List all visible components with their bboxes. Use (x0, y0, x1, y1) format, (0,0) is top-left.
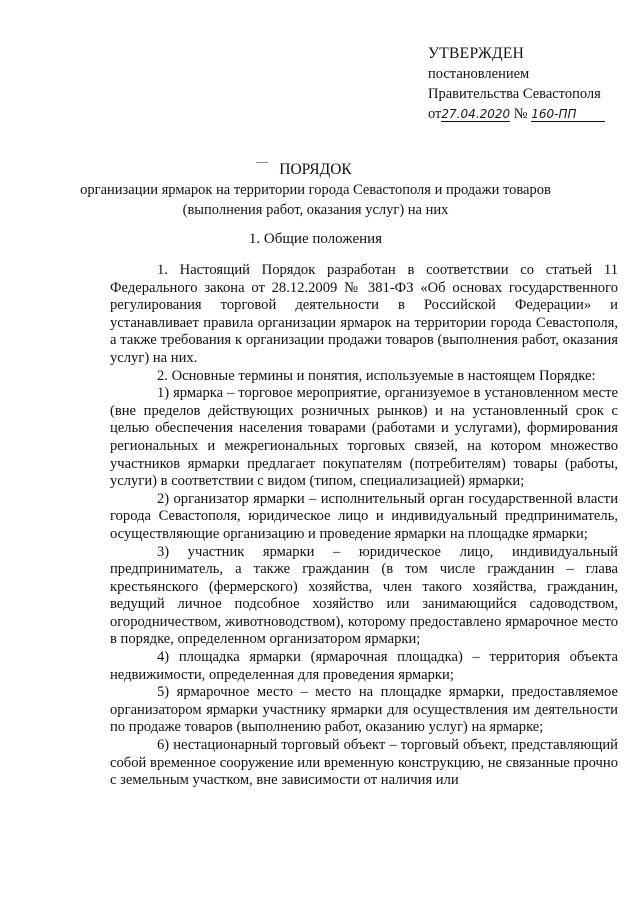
approval-stamp-block (428, 44, 618, 124)
document-title (0, 160, 631, 220)
section-heading: 1. Общие положения (248, 231, 383, 247)
paragraph-2: 2. Основные термины и понятия, используемые в настоящем Порядке: (157, 367, 596, 384)
paragraph-term-5: 5) ярмарочное место – место на площадке ярмарки, предоставляемое организатором ярмарки участнику ярмарки для осуществления им деятельности по продаже товаров (выполнению работ, оказанию услуг) на ярмарке; (110, 684, 618, 736)
approval-date-line (428, 104, 618, 124)
paragraph-term-1: 1) ярмарка – торговое мероприятие, организуемое в установленном месте (вне пределов действующих розничных рынков) и на установленный срок с целью обеспечения населения товарами (работами и услугами), формирования региональных и межрегиональных торговых связей, на котором множество участников ярмарки предлагает покупателям (потребителям) товары (работы, услуги) в соответствии с видом (типом, специализацией) ярмарки; (110, 385, 618, 490)
title-line-2: (выполнения работ, оказания услуг) на них (182, 202, 449, 218)
handwritten-date: 27.04.2020 (441, 107, 511, 121)
date-prefix: от (428, 106, 442, 122)
handwritten-number: 160-ПП (531, 107, 604, 122)
paragraph-term-3: 3) участник ярмарки – юридическое лицо, индивидуальный предприниматель, а также гражданин (в том числе гражданин – глава крестьянского (фермерского) хозяйства, член такого хозяйства, гражданин, ведущий личное подсобное хозяйство или занимающийся садоводством, огородничеством, животноводством), которому предоставлено ярмарочное место в порядке, определенном организатором ярмарки; (110, 543, 618, 648)
title-main: ПОРЯДОК (279, 161, 352, 178)
paragraph-term-2: 2) организатор ярмарки – исполнительный орган государственной власти города Севастополя, юридическое лицо и индивидуальный предприниматель, осуществляющие организацию и проведение ярмарки на площадке ярмарки; (110, 490, 618, 542)
paragraph-term-6: 6) нестационарный торговый объект – торговый объект, представляющий собой временное сооружение или временную конструкцию, не связанные прочно с земельным участком, вне зависимости от наличия или (110, 737, 618, 789)
approval-line-1: постановлением (428, 66, 530, 82)
approval-heading: УТВЕРЖДЕН (428, 45, 525, 62)
paragraph-1: 1. Настоящий Порядок разработан в соответствии со статьей 11 Федерального закона от 28.12.2009 № 381-ФЗ «Об основах государственного регулирования торговой деятельности в Российской Федерации» и устанавливает правила организации ярмарок на территории города Севастополя, а также требования к организации продажи товаров (выполнения работ, оказания услуг) на них. (110, 262, 618, 366)
document-body (110, 262, 618, 790)
title-line-1: организации ярмарок на территории города Севастополя и продажи товаров (80, 182, 551, 198)
approval-line-2: Правительства Севастополя (428, 86, 601, 102)
paragraph-term-4: 4) площадка ярмарки (ярмарочная площадка) – территория объекта недвижимости, определенная для проведения ярмарки; (110, 649, 618, 683)
number-prefix: № (513, 106, 528, 122)
